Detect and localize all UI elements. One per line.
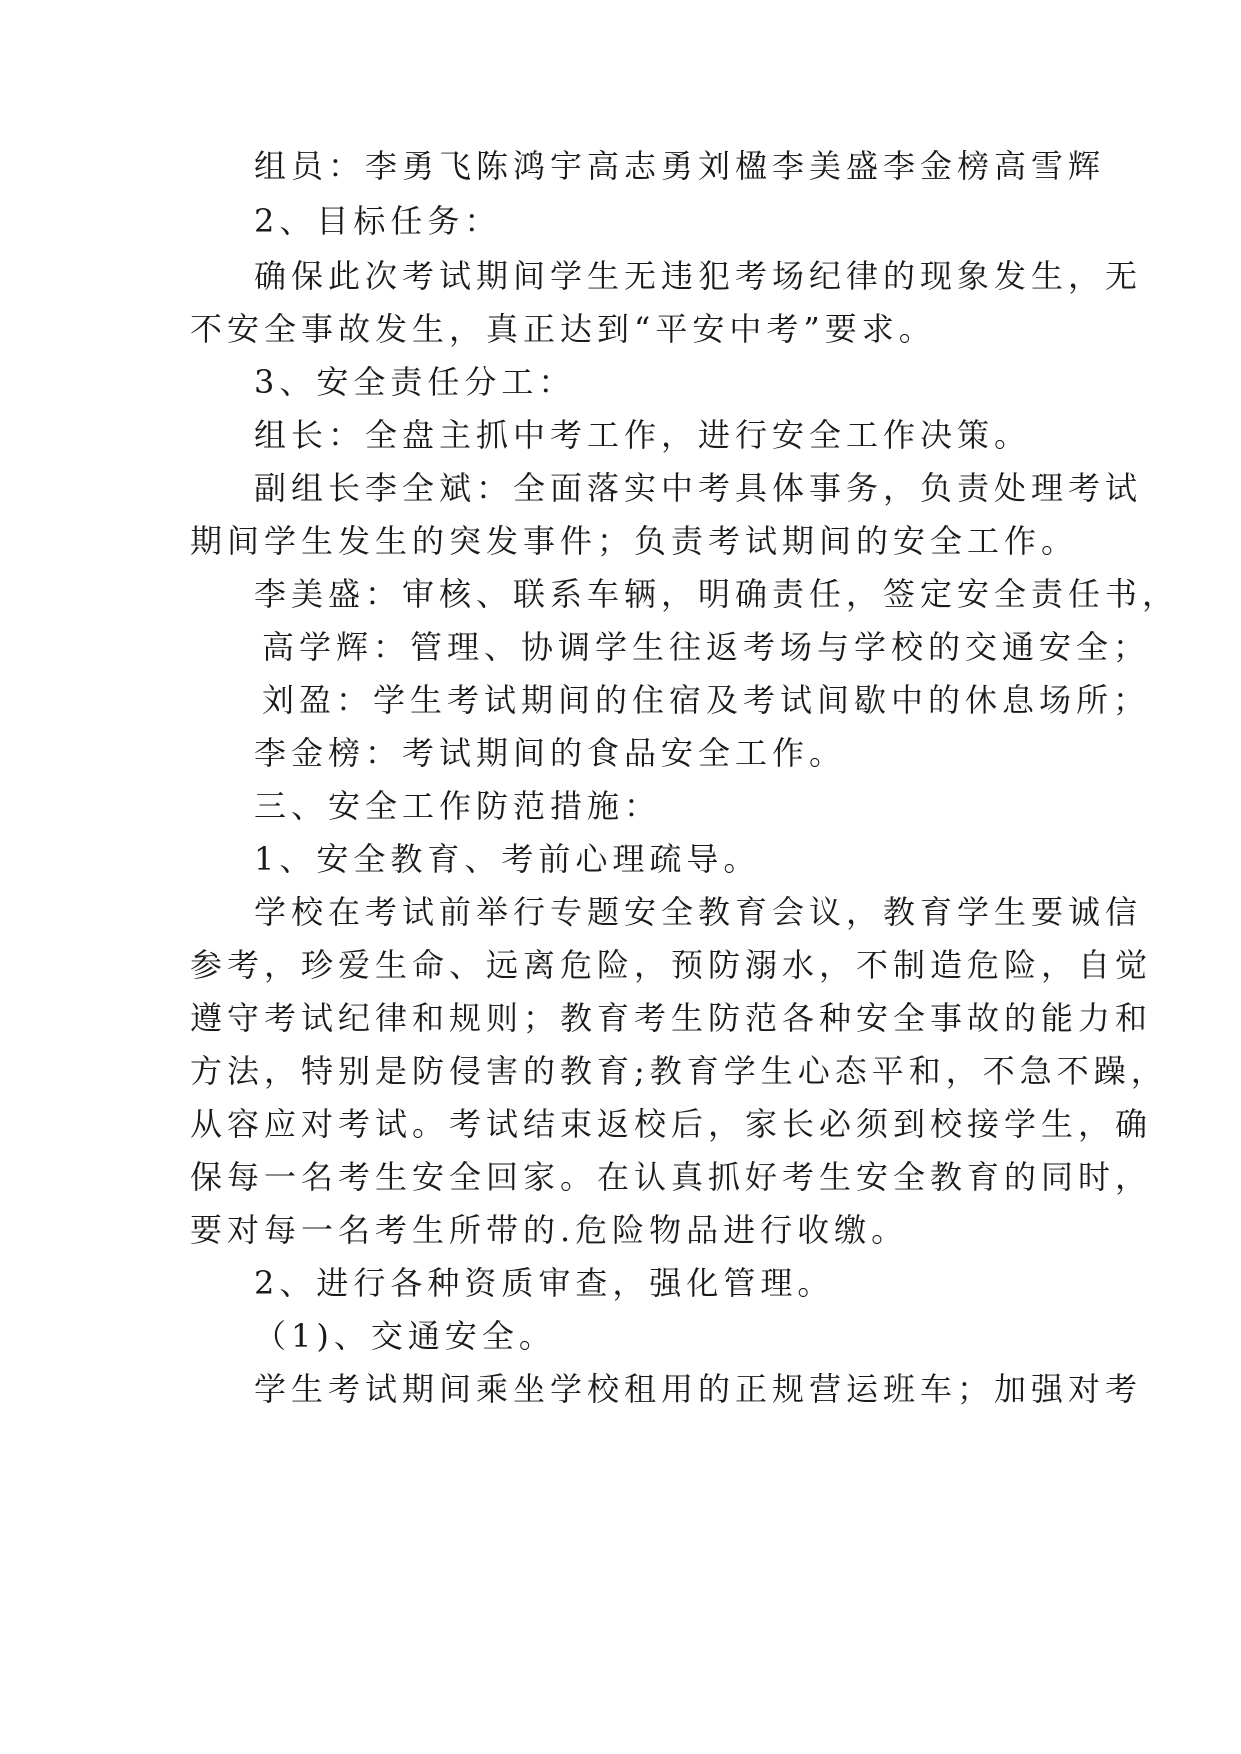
paragraph-traffic-line-1: 学生考试期间乘坐学校租用的正规营运班车；加强对考 (254, 1370, 1143, 1408)
paragraph-education-line-5: 从容应对考试。考试结束返校后，家长必须到校接学生，确 (190, 1105, 1153, 1143)
heading-safety-education: 1、安全教育、考前心理疏导。 (254, 840, 761, 878)
paragraph-education-line-1: 学校在考试前举行专题安全教育会议，教育学生要诚信 (254, 893, 1143, 931)
heading-qualification-review: 2、进行各种资质审查，强化管理。 (254, 1264, 835, 1302)
paragraph-goal-line-2: 不安全事故发生，真正达到“平安中考”要求。 (190, 310, 936, 348)
paragraph-education-line-2: 参考，珍爱生命、远离危险，预防溺水，不制造危险，自觉 (190, 946, 1153, 984)
paragraph-education-line-7: 要对每一名考生所带的.危险物品进行收缴。 (190, 1211, 909, 1249)
paragraph-li-meisheng: 李美盛：审核、联系车辆，明确责任，签定安全责任书， (254, 575, 1180, 613)
paragraph-gao-xuehui: 高学辉：管理、协调学生往返考场与学校的交通安全； (262, 628, 1151, 666)
heading-measures: 三、安全工作防范措施： (254, 787, 662, 825)
heading-responsibility: 3、安全责任分工： (254, 363, 576, 401)
paragraph-leader: 组长：全盘主抓中考工作，进行安全工作决策。 (254, 416, 1032, 454)
heading-traffic-safety: （1)、交通安全。 (254, 1317, 556, 1355)
paragraph-deputy-line-2: 期间学生发生的突发事件；负责考试期间的安全工作。 (190, 522, 1079, 560)
paragraph-li-jinbang: 李金榜：考试期间的食品安全工作。 (254, 734, 847, 772)
paragraph-education-line-4: 方法，特别是防侵害的教育;教育学生心态平和，不急不躁， (190, 1052, 1168, 1090)
paragraph-education-line-6: 保每一名考生安全回家。在认真抓好考生安全教育的同时， (190, 1158, 1153, 1196)
paragraph-education-line-3: 遵守考试纪律和规则；教育考生防范各种安全事故的能力和 (190, 999, 1153, 1037)
paragraph-deputy-line-1: 副组长李全斌：全面落实中考具体事务，负责处理考试 (254, 469, 1143, 507)
paragraph-liu-ying: 刘盈：学生考试期间的住宿及考试间歇中的休息场所； (262, 681, 1151, 719)
paragraph-goal-line-1: 确保此次考试期间学生无违犯考场纪律的现象发生，无 (254, 257, 1143, 295)
paragraph-members: 组员：李勇飞陈鸿宇高志勇刘楹李美盛李金榜高雪辉 (254, 147, 1106, 185)
heading-goal: 2、目标任务： (254, 202, 502, 240)
